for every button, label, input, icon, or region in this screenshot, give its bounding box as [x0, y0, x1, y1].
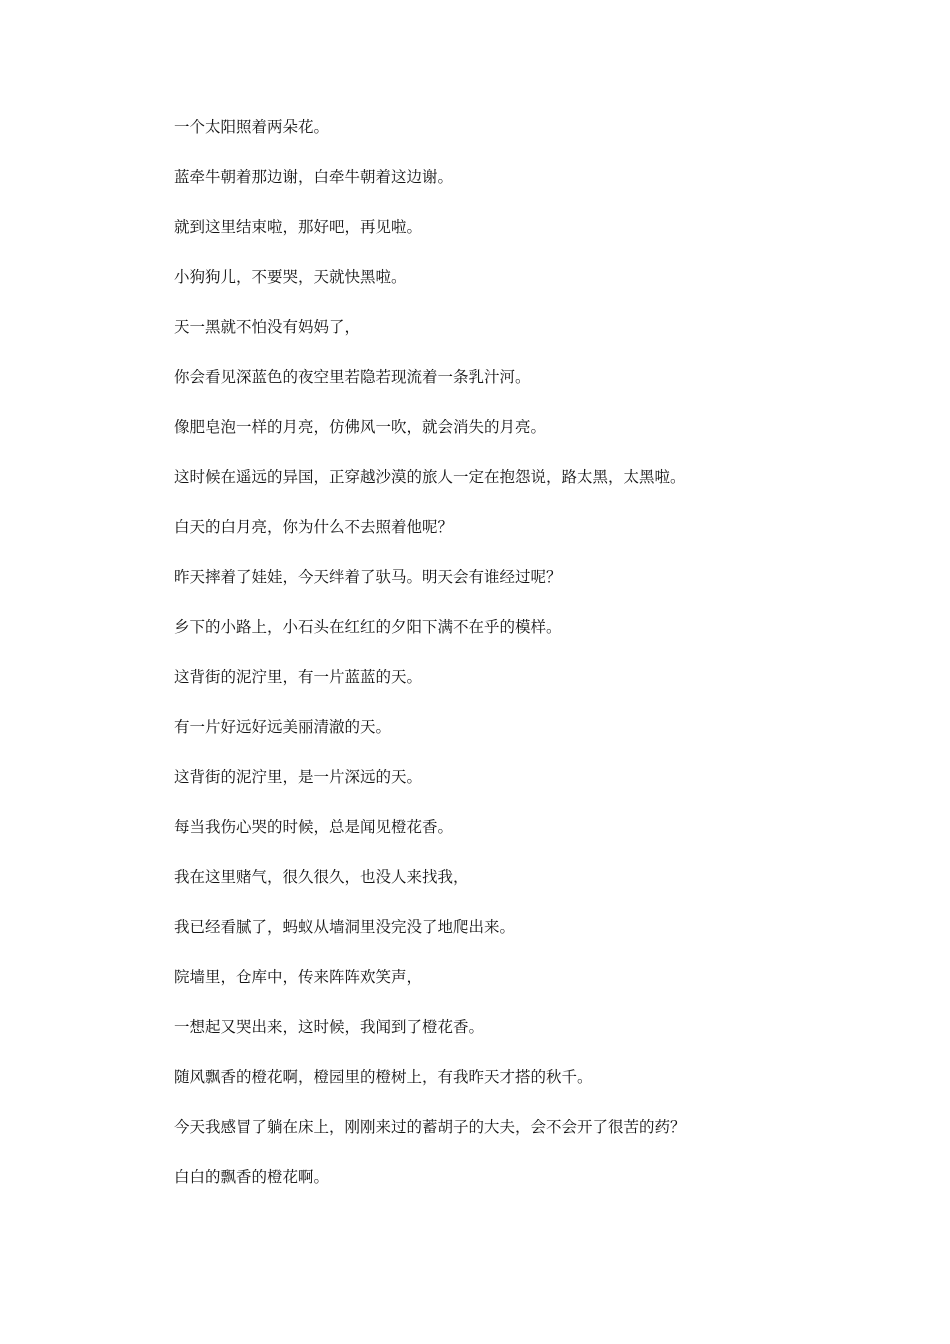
text-line: 像肥皂泡一样的月亮，仿佛风一吹，就会消失的月亮。: [174, 418, 547, 436]
text-line: 天一黑就不怕没有妈妈了，: [174, 318, 361, 336]
text-line: 院墙里，仓库中，传来阵阵欢笑声，: [174, 968, 423, 986]
text-line: 这背街的泥泞里，有一片蓝蓝的天。: [174, 668, 423, 686]
text-line: 有一片好远好远美丽清澈的天。: [174, 718, 392, 736]
text-line: 这时候在遥远的异国，正穿越沙漠的旅人一定在抱怨说，路太黑，太黑啦。: [174, 468, 686, 486]
text-line: 每当我伤心哭的时候，总是闻见橙花香。: [174, 818, 454, 836]
text-line: 白天的白月亮，你为什么不去照着他呢？: [174, 518, 454, 536]
text-line: 你会看见深蓝色的夜空里若隐若现流着一条乳汁河。: [174, 368, 531, 386]
text-line: 一个太阳照着两朵花。: [174, 118, 330, 136]
text-line: 我已经看腻了，蚂蚁从墙洞里没完没了地爬出来。: [174, 918, 516, 936]
text-line: 我在这里赌气，很久很久，也没人来找我，: [174, 868, 469, 886]
text-line: 今天我感冒了躺在床上，刚刚来过的蓄胡子的大夫，会不会开了很苦的药？: [174, 1118, 686, 1136]
text-line: 白白的飘香的橙花啊。: [174, 1168, 330, 1186]
text-line: 蓝牵牛朝着那边谢，白牵牛朝着这边谢。: [174, 168, 454, 186]
text-line: 小狗狗儿，不要哭，天就快黑啦。: [174, 268, 407, 286]
text-line: 一想起又哭出来，这时候，我闻到了橙花香。: [174, 1018, 485, 1036]
poem-text-block: [174, 115, 894, 1215]
text-line: 昨天摔着了娃娃，今天绊着了驮马。明天会有谁经过呢？: [174, 568, 562, 586]
text-line: 乡下的小路上，小石头在红红的夕阳下满不在乎的模样。: [174, 618, 562, 636]
text-line: 随风飘香的橙花啊，橙园里的橙树上，有我昨天才搭的秋千。: [174, 1068, 593, 1086]
text-line: 就到这里结束啦，那好吧，再见啦。: [174, 218, 423, 236]
text-line: 这背街的泥泞里，是一片深远的天。: [174, 768, 423, 786]
